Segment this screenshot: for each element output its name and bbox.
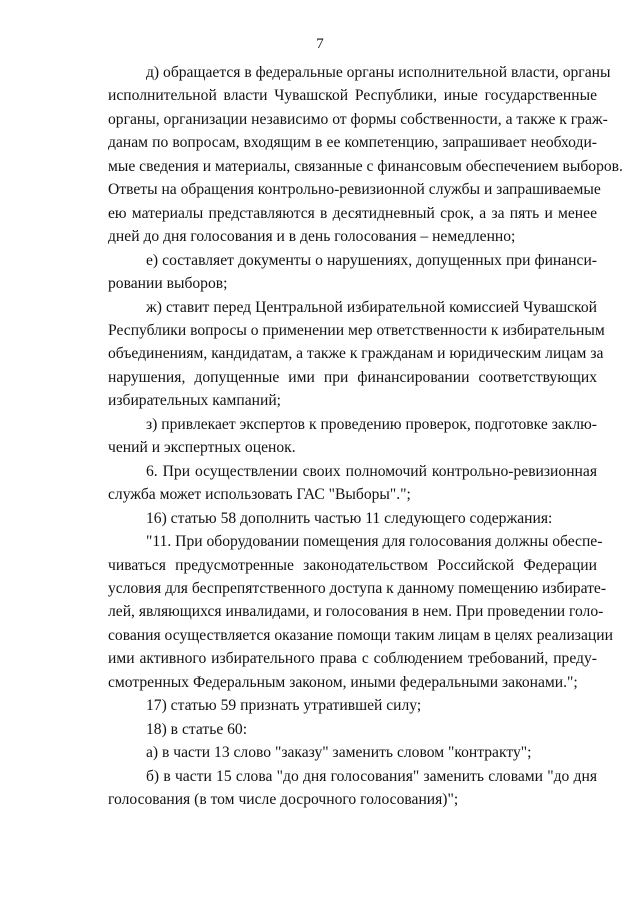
text-line: а) в части 13 слово "заказу" заменить словом "контракту"; bbox=[146, 744, 532, 762]
paragraph bbox=[108, 507, 597, 530]
text-line: Республики вопросы о применении мер ответственности к избирательным bbox=[108, 321, 605, 339]
paragraph bbox=[108, 249, 597, 296]
text-line: голосования (в том числе досрочного голосования)"; bbox=[108, 791, 459, 809]
text-line: нарушения, допущенные ими при финансировании соответствующих bbox=[108, 368, 597, 386]
paragraph bbox=[108, 765, 597, 812]
paragraph bbox=[108, 296, 605, 413]
text-line: 17) статью 59 признать утратившей силу; bbox=[146, 697, 422, 715]
paragraph bbox=[108, 718, 597, 741]
text-line: чиваться предусмотренные законодательством Российской Федерации bbox=[108, 556, 597, 574]
text-line: з) привлекает экспертов к проведению проверок, подготовке заклю- bbox=[146, 415, 597, 433]
text-line: е) составляет документы о нарушениях, допущенных при финанси- bbox=[146, 251, 597, 269]
text-line: объединениям, кандидатам, а также к гражданам и юридическим лицам за bbox=[108, 345, 604, 363]
paragraph bbox=[108, 694, 597, 717]
paragraph bbox=[108, 413, 597, 460]
text-line: служба может использовать ГАС "Выборы"."; bbox=[108, 486, 411, 504]
text-line: условия для беспрепятственного доступа к данному помещению избирате- bbox=[108, 579, 607, 597]
text-line: лей, являющихся инвалидами, и голосования в нем. При проведении голо- bbox=[108, 603, 604, 621]
text-line: мые сведения и материалы, связанные с финансовым обеспечением выборов. bbox=[108, 157, 623, 175]
paragraph bbox=[108, 530, 613, 694]
paragraph bbox=[108, 460, 597, 507]
text-line: дней до дня голосования и в день голосования – немедленно; bbox=[108, 228, 516, 246]
text-line: сования осуществляется оказание помощи таким лицам в целях реализации bbox=[108, 626, 613, 644]
text-line: ж) ставит перед Центральной избирательной комиссией Чувашской bbox=[146, 298, 597, 316]
text-line: исполнительной власти Чувашской Республики, иные государственные bbox=[108, 87, 597, 105]
document-body bbox=[108, 61, 623, 812]
text-line: 16) статью 58 дополнить частью 11 следующего содержания: bbox=[146, 509, 553, 527]
text-line: 6. При осуществлении своих полномочий контрольно-ревизионная bbox=[146, 462, 597, 480]
text-line: д) обращается в федеральные органы исполнительной власти, органы bbox=[146, 64, 611, 81]
text-line: смотренных Федеральным законом, иными федеральными законами."; bbox=[108, 673, 578, 691]
page-number: 7 bbox=[316, 36, 324, 52]
text-line: органы, организации независимо от формы собственности, а также к граж- bbox=[108, 110, 608, 128]
text-line: Ответы на обращения контрольно-ревизионной службы и запрашиваемые bbox=[108, 181, 601, 199]
text-line: чений и экспертных оценок. bbox=[108, 439, 296, 457]
paragraph bbox=[108, 61, 623, 249]
text-line: избирательных кампаний; bbox=[108, 392, 282, 410]
text-line: данам по вопросам, входящим в ее компетенцию, запрашивает необходи- bbox=[108, 134, 597, 152]
text-line: ровании выборов; bbox=[108, 275, 228, 293]
text-line: б) в части 15 слова "до дня голосования" заменить словами "до дня bbox=[146, 767, 597, 785]
text-line: ею материалы представляются в десятидневный срок, а за пять и менее bbox=[108, 204, 597, 222]
text-line: ими активного избирательного права с соблюдением требований, преду- bbox=[108, 650, 597, 668]
text-line: 18) в статье 60: bbox=[146, 720, 248, 738]
text-line: "11. При оборудовании помещения для голосования должны обеспе- bbox=[146, 533, 603, 551]
paragraph bbox=[108, 741, 597, 764]
